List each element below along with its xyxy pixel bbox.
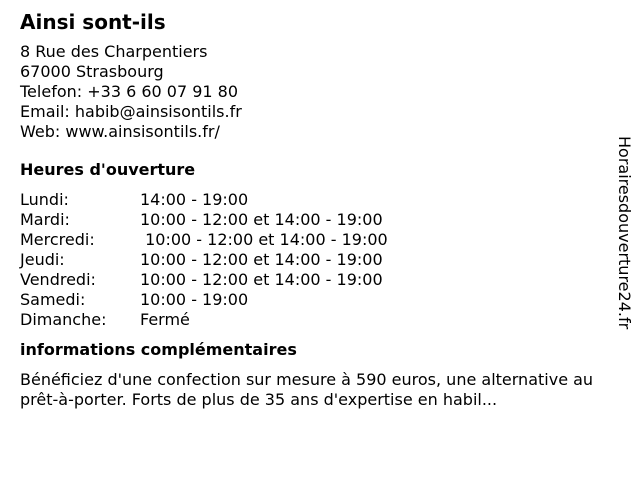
contact-block [20,42,600,142]
info-heading: informations complémentaires [20,340,297,359]
time-value: 10:00 - 12:00 et 14:00 - 19:00 [140,210,383,229]
hours-row-wednesday [20,230,600,250]
hours-row-saturday [20,290,600,310]
day-label: Dimanche: [20,310,107,329]
business-card [20,9,600,410]
address-street: 8 Rue des Charpentiers [20,42,208,61]
time-value: Fermé [140,310,190,329]
phone-line: Telefon: +33 6 60 07 91 80 [20,82,239,101]
hours-row-friday [20,270,600,290]
time-value: 10:00 - 12:00 et 14:00 - 19:00 [140,230,388,249]
time-value: 10:00 - 12:00 et 14:00 - 19:00 [140,270,383,289]
day-label: Vendredi: [20,270,96,289]
site-watermark: Horairesdouverture24.fr [615,136,634,330]
time-value: 14:00 - 19:00 [140,190,249,209]
email-line: Email: habib@ainsisontils.fr [20,102,242,121]
day-label: Jeudi: [20,250,65,269]
day-label: Lundi: [20,190,69,209]
hours-row-tuesday [20,210,600,230]
web-line: Web: www.ainsisontils.fr/ [20,122,220,141]
day-label: Mercredi: [20,230,95,249]
info-description: Bénéficiez d'une confection sur mesure à 590 euros, une alternative au prêt-à-porter. Forts de plus de 35 ans d'expertise en habil... [20,370,594,409]
hours-row-thursday [20,250,600,270]
hours-row-sunday [20,310,600,330]
time-value: 10:00 - 12:00 et 14:00 - 19:00 [140,250,383,269]
hours-table [20,190,600,330]
hours-heading: Heures d'ouverture [20,160,196,179]
time-value: 10:00 - 19:00 [140,290,249,309]
hours-row-monday [20,190,600,210]
address-city: 67000 Strasbourg [20,62,164,81]
business-name: Ainsi sont-ils [20,10,166,34]
day-label: Samedi: [20,290,86,309]
day-label: Mardi: [20,210,70,229]
